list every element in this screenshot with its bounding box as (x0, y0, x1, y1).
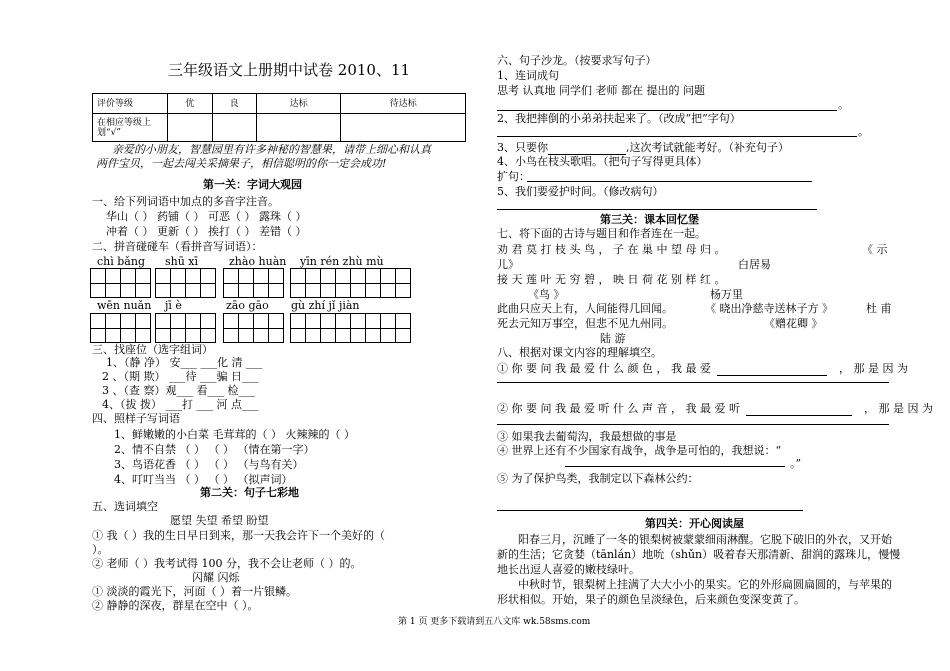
pinyin-label: yīn rén zhù mù (300, 255, 384, 268)
question-row: 4、小鸟在枝头歌唱。（把句子写得更具体） (497, 155, 708, 168)
poem-author: 杜 甫 (866, 302, 892, 315)
question-row: 4、（拔 拨） ___打 ___ 河 点___ (102, 398, 259, 411)
poem-line: 此曲只应天上有，人间能得几回闻。 (497, 302, 673, 315)
table-cell[interactable] (168, 114, 213, 142)
section-title: 第一关：字词大观园 (203, 178, 302, 191)
poem-author: 杨万里 (710, 288, 743, 301)
question-title: 三、找座位（选字组词） (92, 343, 213, 356)
table-header-cell: 待达标 (341, 94, 466, 114)
question-title: 五、选词填空 (92, 500, 158, 513)
writing-grid[interactable] (290, 313, 410, 343)
question-row: 1、（静 净） 安___ ___化 清 ___ (106, 356, 263, 369)
pinyin-label: shū xī (165, 255, 199, 268)
question-row (497, 402, 933, 416)
sentence-end: 。” (790, 457, 802, 470)
table-cell[interactable] (257, 114, 341, 142)
writing-grid[interactable] (90, 268, 150, 298)
table-header-cell: 达标 (257, 94, 341, 114)
score-table (92, 93, 466, 142)
table-row (93, 114, 466, 142)
pinyin-label: zāo gāo (226, 299, 269, 312)
question-row: 4、叮叮当当 （ ） （ ） （拟声词） (114, 473, 293, 486)
question-row: 2、情不自禁 （ ） （ ） （情在第一字） (114, 443, 315, 456)
paragraph-line: 阳春三月，沉睡了一冬的银梨树被蒙蒙细雨淋醒。它脱下破旧的外衣，又开始 (518, 533, 892, 546)
answer-line[interactable] (497, 209, 817, 210)
question-row: 2、我把摔倒的小弟弟扶起来了。（改成“把”字句） (497, 112, 741, 125)
question-row: 1、鲜嫩嫩的小白菜 毛茸茸的（ ） 火辣辣的（ ） (114, 428, 355, 441)
page-footer: 第 1 页 更多下载请到五八文库 wk.58sms.com (398, 617, 591, 627)
pinyin-label: jī è (165, 299, 182, 312)
poem-title: 《赠花卿 》 (764, 317, 823, 330)
question-title: 七、将下面的古诗与题目和作者连在一起。 (497, 227, 706, 240)
pinyin-label: chì bǎng (97, 255, 145, 268)
poem-author: 陆 游 (600, 332, 626, 345)
question-text: ,这次考试就能考好。（补充句子） (626, 141, 789, 154)
section-title: 第三关：课本回忆堡 (600, 213, 699, 226)
question-row: 冲着（ ） 更新（ ） 挨打（ ） 差错（ ） (106, 225, 307, 238)
answer-line[interactable] (527, 181, 812, 182)
table-row-label: 在相应等级上划“√” (93, 114, 168, 142)
page-title: 三年级语文上册期中试卷 2010、11 (168, 61, 411, 79)
sentence-end: 。 (838, 98, 849, 111)
poem-title: 儿》 (497, 258, 519, 271)
poem-line: 死去元知万事空，但悲不见九州同。 (497, 317, 673, 330)
intro-line: 亲爱的小朋友，智慧园里有许多神秘的智慧果，请带上细心和认真 (112, 143, 431, 156)
writing-grid[interactable] (223, 268, 283, 298)
pinyin-label: wēn nuǎn (97, 299, 152, 312)
question-row: ② 静静的深夜，群星在空中（ ）。 (92, 599, 259, 612)
sentence-end: 。 (858, 125, 869, 138)
question-row: 2 、（期 欺） ___待 ___骗 日___ (102, 370, 259, 383)
intro-line: 两件宝贝，一起去闯关采摘果子，相信聪明的你一定会成功! (96, 157, 387, 170)
question-row: ③ 如果我去葡萄沟，我最想做的事是 (497, 430, 677, 443)
question-row: 5、我们要爱护时间。（修改病句） (497, 185, 664, 198)
paragraph-line: 中秋时节，银梨树上挂满了大大小小的果实。它的外形扁圆扁圆的，与苹果的 (518, 578, 892, 591)
writing-grid[interactable] (290, 268, 410, 298)
answer-line[interactable] (497, 110, 837, 111)
answer-line[interactable] (497, 424, 889, 425)
writing-grid[interactable] (223, 313, 283, 343)
poem-title: 《 示 (862, 243, 888, 256)
answer-blank[interactable] (746, 402, 852, 416)
question-row: 思考 认真地 同学们 老师 都在 提出的 问题 (497, 84, 705, 97)
question-text: ， 那 是 因 为 (838, 362, 908, 375)
poem-author: 白居易 (738, 258, 771, 271)
table-cell[interactable] (212, 114, 257, 142)
question-text: 3、只要你 (497, 141, 548, 154)
writing-grid[interactable] (90, 313, 150, 343)
question-text: ① 你 要 问 我 最 爱 什 么 颜 色 ， 我 最 爱 (497, 362, 711, 375)
answer-blank[interactable] (717, 362, 827, 376)
table-cell[interactable] (341, 114, 466, 142)
answer-line[interactable] (497, 382, 889, 383)
question-row: 华山（ ） 药铺（ ） 可恶（ ） 露珠（ ） (106, 210, 307, 223)
question-text: ， 那 是 因 为 (863, 402, 933, 415)
question-row: ② 老师（ ）我考试得 100 分，我不会让老师（ ）的。 (92, 557, 362, 570)
pinyin-label: zhào huàn (229, 255, 287, 268)
writing-grid[interactable] (155, 313, 215, 343)
pinyin-label: gù zhí jǐ jiàn (291, 299, 360, 312)
question-row: ）。 (92, 543, 109, 556)
question-title: 八、根据对课文内容的理解填空。 (497, 346, 662, 359)
poem-line: 劝 君 莫 打 枝 头 鸟 ， 子 在 巢 中 望 母 归 。 (497, 243, 726, 256)
section-title: 第二关：句子七彩地 (200, 486, 299, 499)
poem-title: 《 晓出净慈寺送林子方 》 (705, 302, 833, 315)
question-title: 二、拼音碰碰车（看拼音写词语）： (92, 240, 263, 253)
paragraph-line: 新的生活；它贪婪（tānlán）地吮（shǔn）吸着春天那清新、甜润的露珠儿，慢慢 (497, 548, 901, 561)
word-bank: 愿望 失望 希望 盼望 (170, 514, 269, 527)
table-header-cell: 评价等级 (93, 94, 168, 114)
table-header-cell: 良 (212, 94, 257, 114)
question-row: 扩句： (497, 170, 530, 183)
answer-line[interactable] (565, 466, 785, 467)
answer-line[interactable] (497, 510, 803, 511)
question-row: 3、鸟语花香 （ ） （ ） （与鸟有关） (114, 458, 304, 471)
question-row (497, 141, 789, 155)
question-title: 一、给下列词语中加点的多音字注音。 (92, 195, 279, 208)
table-header-cell: 优 (168, 94, 213, 114)
question-title: 四、照样子写词语 (92, 412, 180, 425)
answer-line[interactable] (497, 136, 857, 137)
poem-line: 接 天 莲 叶 无 穷 碧 ， 映 日 荷 花 别 样 红 。 (497, 273, 726, 286)
paragraph-line: 地长出逗人喜爱的嫩枝绿叶。 (497, 563, 640, 576)
question-text: ② 你 要 问 我 最 爱 听 什 么 声 音 ， 我 最 爱 听 (497, 402, 740, 415)
writing-grid[interactable] (155, 268, 215, 298)
question-row: ④ 世界上还有不少国家有战争，战争是可怕的，我想说：“ (497, 444, 782, 457)
question-row: 1、连词成句 (497, 69, 559, 82)
poem-title: 《鸟 》 (528, 288, 565, 301)
question-title: 六、句子沙龙。（按要求写句子） (497, 54, 657, 67)
table-row (93, 94, 466, 114)
paragraph-line: 形状相似。开始，果子的颜色呈淡绿色，后来颜色变深变黄了。 (497, 593, 805, 606)
question-row: ① 我（ ）我的生日早日到来，那一天我会许下一个美好的（ (92, 529, 385, 542)
word-bank: 闪耀 闪烁 (192, 571, 240, 584)
question-row: ⑤ 为了保护鸟类，我制定以下森林公约： (497, 472, 699, 485)
question-row (497, 362, 908, 376)
question-row: 3 、（查 察）观___ 看___ 检___ (102, 384, 255, 397)
section-title: 第四关：开心阅读屋 (645, 517, 744, 530)
answer-blank[interactable] (548, 141, 626, 155)
question-row: ① 淡淡的霞光下，河面（ ）着一片银鳞。 (92, 585, 297, 598)
